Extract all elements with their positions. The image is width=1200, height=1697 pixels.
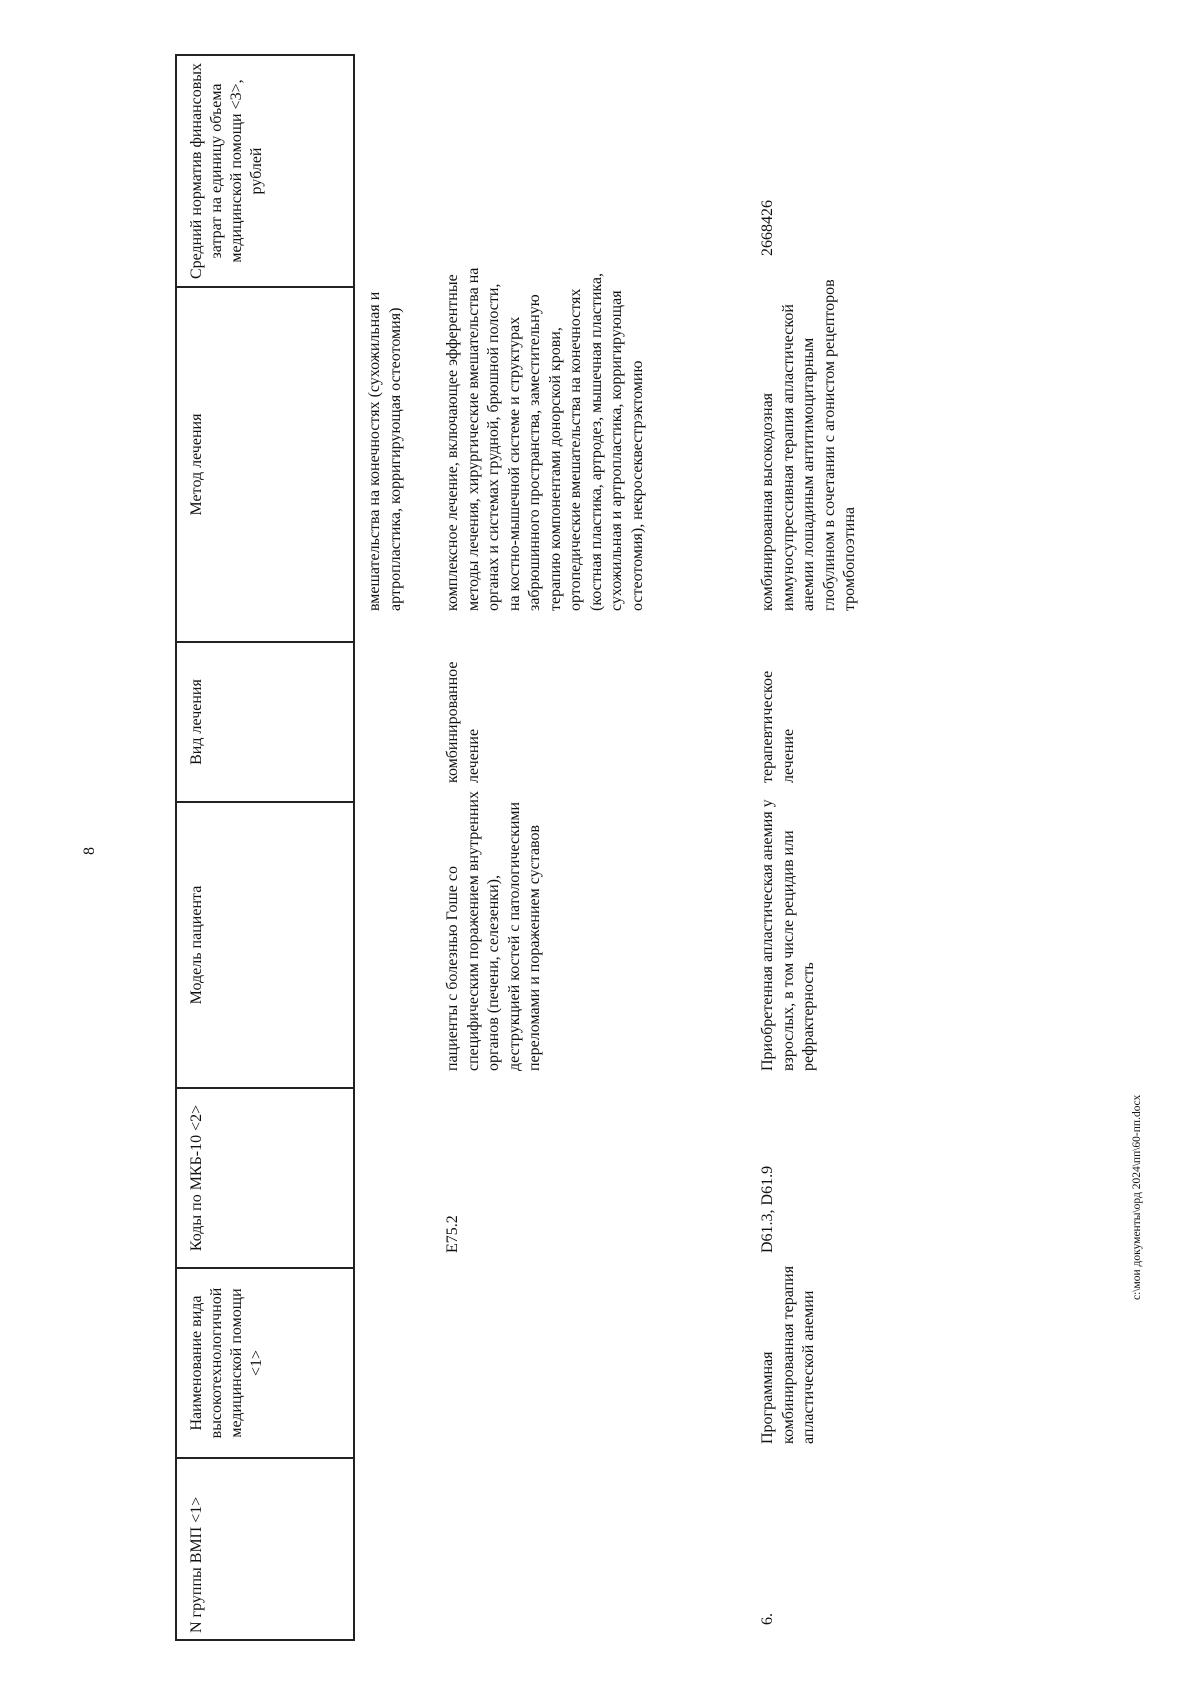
header-average-cost: Средний норматив финансовых затрат на единицу объема медицинской помощи <3>, рублей xyxy=(176,55,354,287)
row-icd-code: E75.2 xyxy=(444,1215,461,1253)
row-care-type-name: Программная комбинированная терапия апластической анемии xyxy=(759,1265,817,1444)
row-icd-code: D61.3, D61.9 xyxy=(759,1165,776,1253)
row-treatment-type: комбинированное лечение xyxy=(444,661,482,783)
table-page xyxy=(175,56,1175,1641)
header-icd-codes: Коды по МКБ-10 <2> xyxy=(176,1088,354,1268)
row-patient-model: Приобретенная апластическая анемия у взрослых, в том числе рецидив или рефрактерность xyxy=(759,799,817,1071)
header-treatment-type: Вид лечения xyxy=(176,642,354,802)
page-number: 8 xyxy=(81,847,98,855)
footer-file-path: c:\мои документы\орд 2024\пп\60-пп.docx xyxy=(1131,1094,1143,1300)
header-patient-model: Модель пациента xyxy=(176,802,354,1088)
row-treatment-method: комплексное лечение, включающее эфферентные методы лечения, хирургические вмешательства на органах и системах грудной, брюшной полости, на костно-мышечной системе и структурах забрюшинного пространства, заместительную терапию компонентами донорской крови, ортопедические вмешательства на конечностях (костная пластика, артродез, мышечная пластика, сухожильная и артропластика, корригирующая остеотомия), некросеквестрэктомию xyxy=(444,267,646,611)
row-treatment-type: терапевтическое лечение xyxy=(759,670,797,783)
header-treatment-method: Метод лечения xyxy=(176,287,354,642)
continuation-method: вмешательства на конечностях (сухожильная и артропластика, корригирующая остеотомия) xyxy=(366,291,404,611)
row-treatment-method: комбинированная высокодозная иммуносупрессивная терапия апластической анемии лошадиным антитимоцитарным глобулином в сочетании с агонистом рецепторов тромбопоэтина xyxy=(759,279,858,611)
row-patient-model: пациенты с болезнью Гоше со специфическим поражением внутренних органов (печени, селезенки), деструкцией костей с патологическими переломами и поражением суставов xyxy=(444,791,543,1071)
header-group-number: N группы ВМП <1> xyxy=(176,1458,354,1640)
row-group-number: 6. xyxy=(759,1613,776,1625)
table-header xyxy=(175,54,355,1641)
header-row xyxy=(176,55,354,1640)
row-average-cost: 2668426 xyxy=(759,200,776,256)
header-care-type-name: Наименование вида высокотехнологичной медицинской помощи <1> xyxy=(176,1268,354,1458)
